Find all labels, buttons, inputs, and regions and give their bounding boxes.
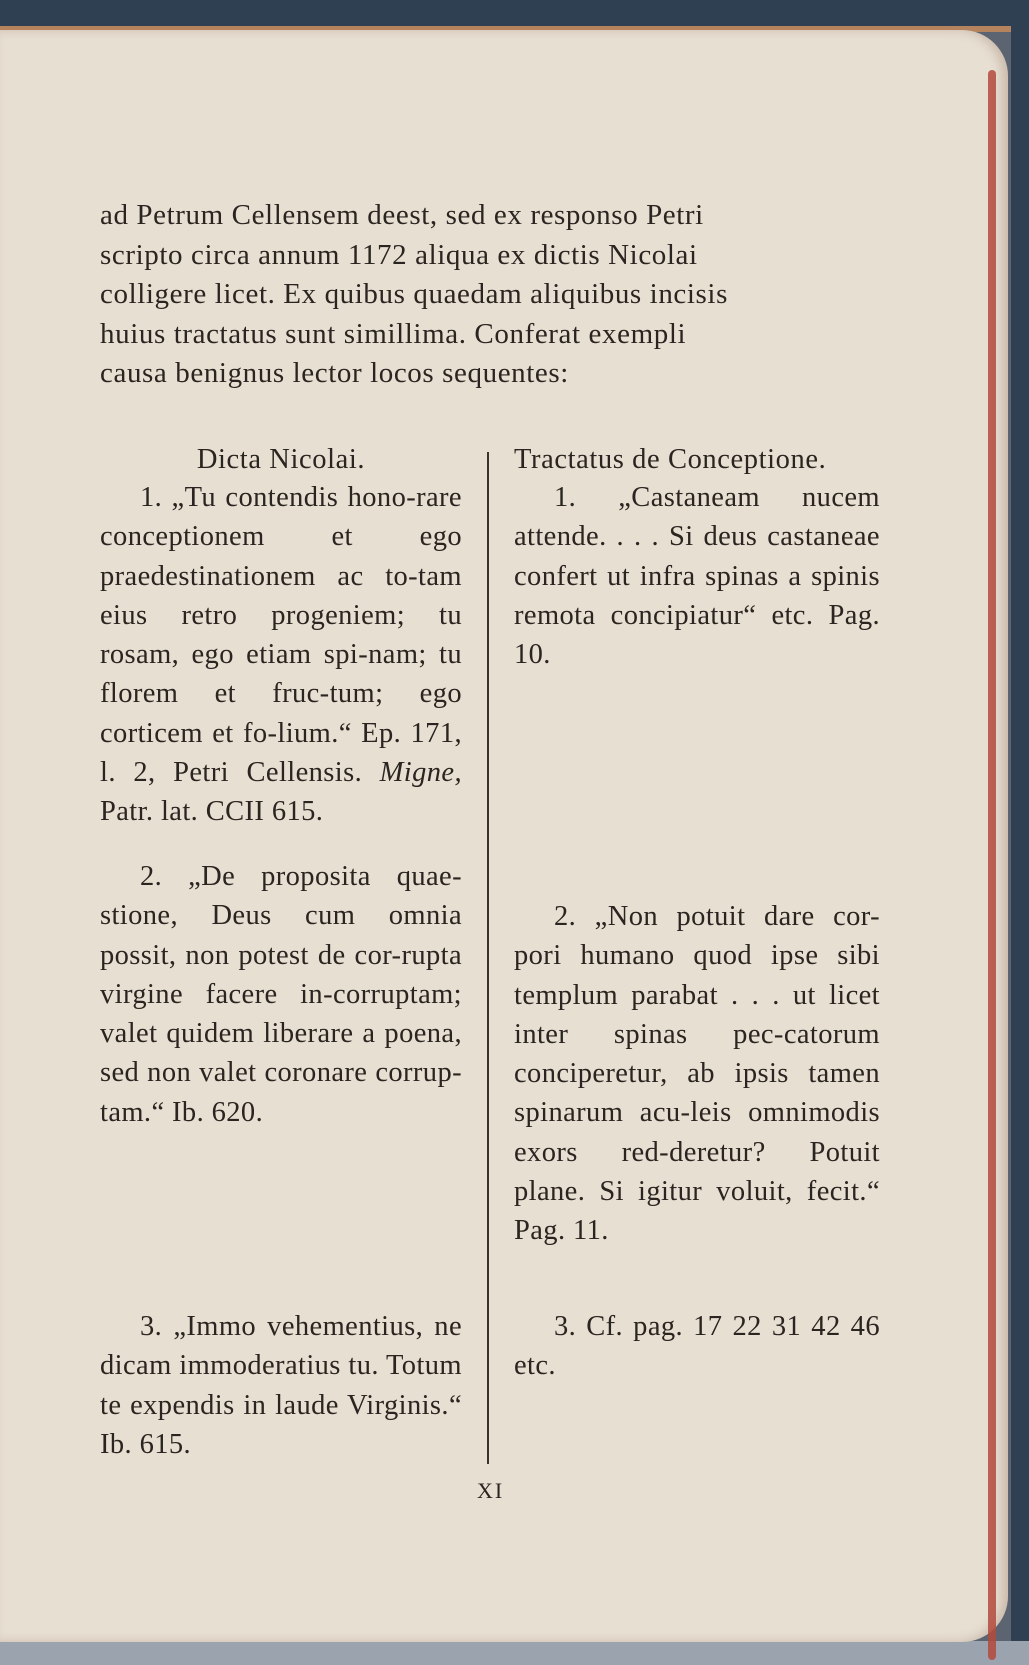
- right-item-3: [514, 1307, 880, 1386]
- intro-line: huius tractatus sunt simillima. Conferat exempli: [100, 317, 687, 350]
- page-number: XI: [477, 1478, 505, 1503]
- intro-line: scripto circa annum 1172 aliqua ex dictis Nicolai: [100, 238, 698, 271]
- right-item-2: [514, 897, 880, 1251]
- left-column-heading: Dicta Nicolai.: [196, 444, 366, 475]
- intro-line: colligere licet. Ex quibus quaedam aliquibus incisis: [100, 278, 728, 310]
- left-item-2: [100, 857, 462, 1132]
- intro-line: ad Petrum Cellensem deest, sed ex responso Petri: [100, 199, 704, 231]
- left-item-1-tail: Patr. lat. CCII 615.: [100, 796, 324, 828]
- left-item-3: [100, 1307, 462, 1464]
- right-column-heading: Tractatus de Conceptione.: [514, 444, 827, 475]
- page-red-edge: [988, 70, 996, 1660]
- book-cover-top: [0, 0, 1029, 26]
- left-item-2-text: 2. „De proposita quae-stione, Deus cum omnia possit, non potest de cor-rupta virgine facere in-corruptam; valet quidem liberare a poena, sed non valet coronare corrup-tam.“ Ib. 620.: [100, 861, 462, 1128]
- book-cover-right: [1011, 0, 1029, 1665]
- left-item-1-text: 1. „Tu contendis hono-rare conceptionem et ego praedestinationem ac to-tam eius retro progeniem; tu rosam, ego etiam spi-nam; tu florem et fruc-tum; ego corticem et fo-lium.“ Ep. 171, l. 2, Petri Cellensis.: [100, 482, 462, 789]
- left-item-1-italic: Migne,: [379, 757, 462, 789]
- right-item-1-text: 1. „Castaneam nucem attende. . . . Si deus castaneae confert ut infra spinas a spinis remota concipiatur“ etc. Pag. 10.: [514, 482, 880, 671]
- intro-paragraph: [100, 196, 880, 394]
- right-item-1: [514, 478, 880, 674]
- book-cover-bottom: [0, 1641, 1029, 1665]
- left-item-3-text: 3. „Immo vehementius, ne dicam immoderatius tu. Totum te expendis in laude Virginis.“ Ib. 615.: [100, 1311, 462, 1460]
- left-item-1: [100, 478, 462, 832]
- column-divider: [487, 452, 489, 1464]
- intro-line: causa benignus lector locos sequentes:: [100, 357, 569, 389]
- right-item-2-text: 2. „Non potuit dare cor-pori humano quod ipse sibi templum parabat . . . ut licet inter spinas pec-catorum conciperetur, ab ipsis tamen spinarum acu-leis omnimodis exors red-deretur? Potuit plane. Si igitur voluit, fecit.“ Pag. 11.: [514, 901, 880, 1247]
- right-item-3-text: 3. Cf. pag. 17 22 31 42 46 etc.: [514, 1311, 880, 1382]
